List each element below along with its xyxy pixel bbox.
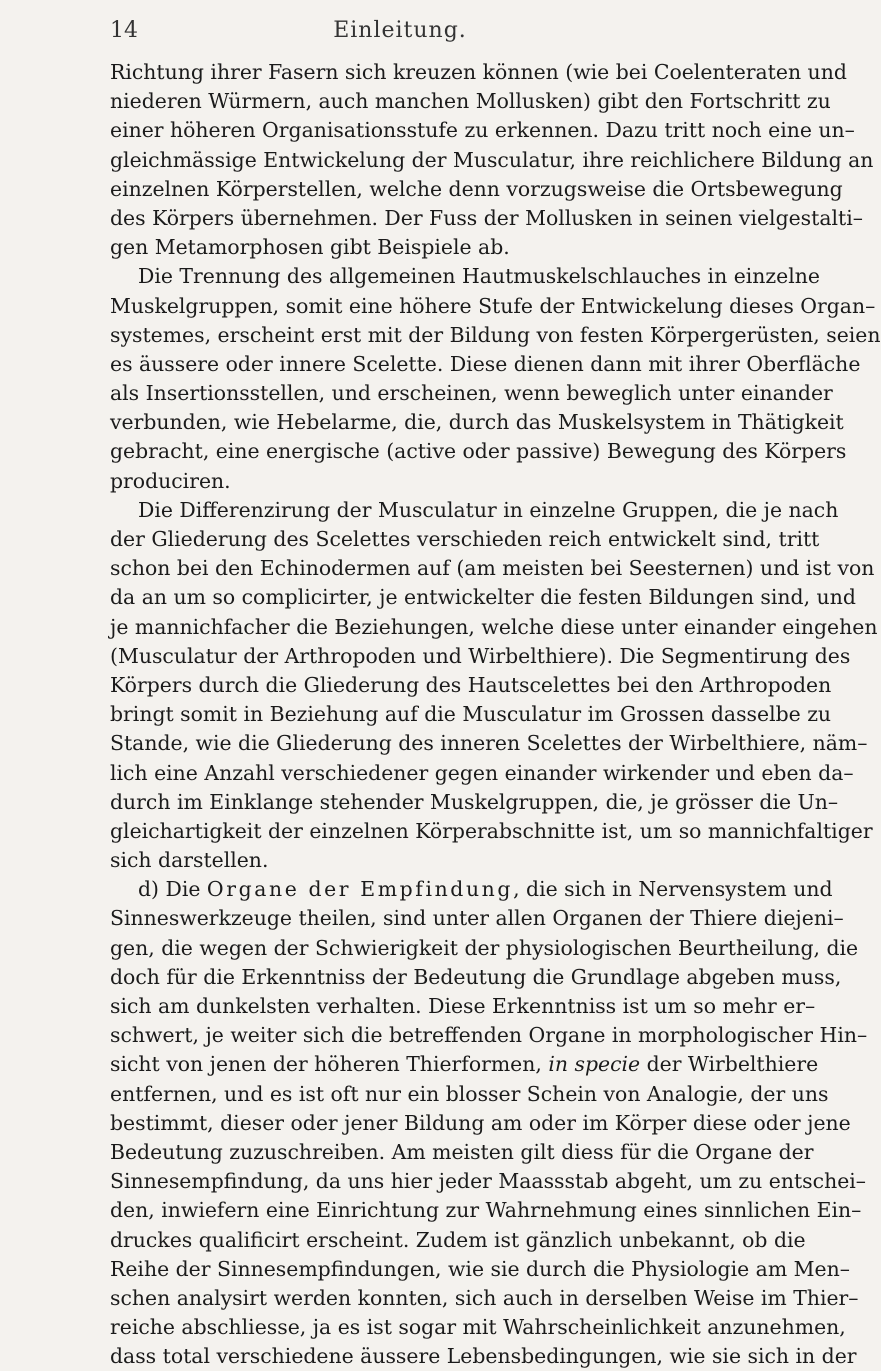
text-line: sich am dunkelsten verhalten. Diese Erkenntniss ist um so mehr er– bbox=[110, 994, 816, 1018]
text-segment: d) Die bbox=[138, 877, 207, 902]
text-line: produciren. bbox=[110, 468, 231, 493]
text-line: es äussere oder innere Scelette. Diese dienen dann mit ihrer Oberfläche bbox=[110, 351, 861, 376]
text-line: Stande, wie die Gliederung des inneren Scelettes der Wirbelthiere, näm– bbox=[110, 731, 868, 756]
text-line: Sinnesempfindung, da uns hier jeder Maassstab abgeht, um zu entschei– bbox=[110, 1169, 866, 1194]
text-segment: der Wirbelthiere bbox=[640, 1052, 819, 1077]
text-line: sich darstellen. bbox=[110, 848, 269, 873]
text-line: entfernen, und es ist oft nur ein blosser Schein von Analogie, der uns bbox=[110, 1081, 829, 1106]
page-number: 14 bbox=[110, 18, 138, 43]
text-line: Körpers durch die Gliederung des Hautscelettes bei den Arthropoden bbox=[110, 672, 832, 697]
text-line: gleichmässige Entwickelung der Musculatur, ihre reichlichere Bildung an bbox=[110, 147, 874, 172]
text-line: lich eine Anzahl verschiedener gegen einander wirkender und eben da– bbox=[110, 760, 854, 785]
text-line bbox=[110, 875, 833, 904]
text-line: reiche abschliesse, ja es ist sogar mit Wahrscheinlichkeit anzunehmen, bbox=[110, 1315, 846, 1340]
italic-phrase: in specie bbox=[548, 1052, 641, 1077]
text-line bbox=[110, 1050, 819, 1079]
spaced-heading: Organe der Empfindung bbox=[206, 877, 514, 902]
text-line: einzelnen Körperstellen, welche denn vorzugsweise die Ortsbewegung bbox=[110, 176, 843, 201]
text-segment: sicht von jenen der höheren Thierformen, bbox=[110, 1052, 549, 1077]
text-line: (Musculatur der Arthropoden und Wirbelthiere). Die Segmentirung des bbox=[110, 643, 851, 668]
text-line: des Körpers übernehmen. Der Fuss der Mollusken in seinen vielgestalti– bbox=[110, 205, 863, 230]
body-text bbox=[110, 58, 881, 1371]
text-line: niederen Würmern, auch manchen Mollusken) gibt den Fortschritt zu bbox=[110, 89, 831, 114]
text-line: als Insertionsstellen, und erscheinen, wenn beweglich unter einander bbox=[110, 381, 833, 406]
text-line: da an um so complicirter, je entwickelter die festen Bildungen sind, und bbox=[110, 585, 856, 610]
text-line: dass total verschiedene äussere Lebensbedingungen, wie sie sich in der bbox=[110, 1344, 857, 1369]
text-line: doch für die Erkenntniss der Bedeutung die Grundlage abgeben muss, bbox=[110, 964, 842, 989]
text-line: schen analysirt werden konnten, sich auch in derselben Weise im Thier– bbox=[110, 1285, 859, 1310]
text-line: schwert, je weiter sich die betreffenden Organe in morphologischer Hin– bbox=[110, 1023, 868, 1048]
text-line: verbunden, wie Hebelarme, die, durch das Muskelsystem in Thätigkeit bbox=[110, 410, 844, 435]
text-line: Die Trennung des allgemeinen Hautmuskelschlauches in einzelne bbox=[138, 264, 820, 289]
text-line: druckes qualificirt erscheint. Zudem ist gänzlich unbekannt, ob die bbox=[110, 1227, 806, 1252]
text-line: Muskelgruppen, somit eine höhere Stufe der Entwickelung dieses Organ– bbox=[110, 293, 876, 318]
text-line: den, inwiefern eine Einrichtung zur Wahrnehmung eines sinnlichen Ein– bbox=[110, 1198, 862, 1223]
text-line: gen Metamorphosen gibt Beispiele ab. bbox=[110, 235, 510, 260]
text-line: einer höheren Organisationsstufe zu erkennen. Dazu tritt noch eine un– bbox=[110, 118, 855, 143]
text-line: Richtung ihrer Fasern sich kreuzen können (wie bei Coelenteraten und bbox=[110, 60, 847, 84]
text-line: schon bei den Echinodermen auf (am meisten bei Seesternen) und ist von bbox=[110, 556, 875, 581]
text-line: gen, die wegen der Schwierigkeit der physiologischen Beurtheilung, die bbox=[110, 935, 859, 960]
text-line: gebracht, eine energische (active oder passive) Bewegung des Körpers bbox=[110, 439, 847, 464]
text-line: je mannichfacher die Beziehungen, welche diese unter einander eingehen bbox=[110, 614, 878, 639]
text-line: durch im Einklange stehender Muskelgruppen, die, je grösser die Un– bbox=[110, 789, 839, 814]
text-line: gleichartigkeit der einzelnen Körperabschnitte ist, um so mannichfaltiger bbox=[110, 818, 873, 843]
page-header bbox=[0, 18, 800, 58]
text-line: Die Differenzirung der Musculatur in einzelne Gruppen, die je nach bbox=[138, 497, 839, 522]
text-segment: , die sich in Nervensystem und bbox=[513, 877, 833, 902]
text-line: Sinneswerkzeuge theilen, sind unter allen Organen der Thiere diejeni– bbox=[110, 906, 844, 931]
running-head: Einleitung. bbox=[333, 18, 467, 43]
text-line: systemes, erscheint erst mit der Bildung von festen Körpergerüsten, seien bbox=[110, 322, 881, 347]
text-line: Bedeutung zuzuschreiben. Am meisten gilt diess für die Organe der bbox=[110, 1139, 814, 1164]
text-line: bestimmt, dieser oder jener Bildung am oder im Körper diese oder jene bbox=[110, 1110, 851, 1135]
text-line: bringt somit in Beziehung auf die Musculatur im Grossen dasselbe zu bbox=[110, 702, 832, 727]
text-line: der Gliederung des Scelettes verschieden reich entwickelt sind, tritt bbox=[110, 527, 820, 551]
text-line: Reihe der Sinnesempfindungen, wie sie durch die Physiologie am Men– bbox=[110, 1256, 850, 1281]
